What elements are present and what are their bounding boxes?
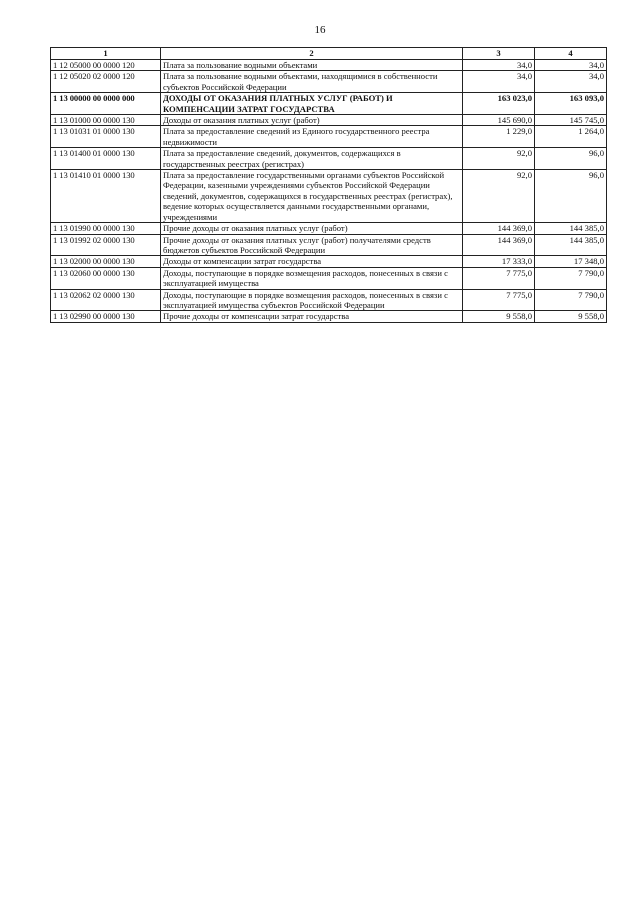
budget-code-cell: 1 13 01400 01 0000 130 <box>51 148 161 170</box>
budget-code-cell: 1 13 00000 00 0000 000 <box>51 93 161 115</box>
budget-code-cell: 1 12 05020 02 0000 120 <box>51 71 161 93</box>
value-2-cell: 144 385,0 <box>535 234 607 256</box>
table-row <box>51 71 607 93</box>
value-1-cell: 163 023,0 <box>463 93 535 115</box>
table-row <box>51 289 607 311</box>
table-row <box>51 234 607 256</box>
value-1-cell: 7 775,0 <box>463 267 535 289</box>
revenue-name-cell: Плата за пользование водными объектами, находящимися в собственности субъектов Российской Федерации <box>161 71 463 93</box>
revenue-name-cell: Плата за предоставление сведений, документов, содержащихся в государственных реестрах (регистрах) <box>161 148 463 170</box>
budget-code-cell: 1 13 02062 02 0000 130 <box>51 289 161 311</box>
revenue-name-cell: Плата за предоставление сведений из Единого государственного реестра недвижимости <box>161 126 463 148</box>
revenue-name-cell: Доходы от оказания платных услуг (работ) <box>161 115 463 126</box>
value-1-cell: 1 229,0 <box>463 126 535 148</box>
budget-code-cell: 1 13 01031 01 0000 130 <box>51 126 161 148</box>
table-row <box>51 267 607 289</box>
revenue-name-cell: ДОХОДЫ ОТ ОКАЗАНИЯ ПЛАТНЫХ УСЛУГ (РАБОТ) И КОМПЕНСАЦИИ ЗАТРАТ ГОСУДАРСТВА <box>161 93 463 115</box>
page-number: 16 <box>314 24 326 36</box>
value-1-cell: 9 558,0 <box>463 311 535 322</box>
revenue-name-cell: Плата за предоставление государственными органами субъектов Российской Федерации, казенными учреждениями субъектов Российской Федерации сведений, документов, содержащихся в государственных реестрах (регистрах), ведение которых осуществляется данными государственными органами, учреждениями <box>161 170 463 223</box>
value-2-cell: 96,0 <box>535 148 607 170</box>
value-2-cell: 17 348,0 <box>535 256 607 267</box>
budget-code-cell: 1 13 01410 01 0000 130 <box>51 170 161 223</box>
value-1-cell: 145 690,0 <box>463 115 535 126</box>
value-1-cell: 92,0 <box>463 148 535 170</box>
column-header-value-1: 3 <box>463 48 535 60</box>
budget-code-cell: 1 13 01990 00 0000 130 <box>51 223 161 234</box>
value-2-cell: 7 790,0 <box>535 267 607 289</box>
value-2-cell: 1 264,0 <box>535 126 607 148</box>
value-1-cell: 144 369,0 <box>463 234 535 256</box>
budget-code-cell: 1 13 02060 00 0000 130 <box>51 267 161 289</box>
value-1-cell: 34,0 <box>463 71 535 93</box>
revenue-name-cell: Доходы от компенсации затрат государства <box>161 256 463 267</box>
revenue-name-cell: Доходы, поступающие в порядке возмещения расходов, понесенных в связи с эксплуатацией имущества <box>161 267 463 289</box>
table-row <box>51 311 607 322</box>
value-2-cell: 163 093,0 <box>535 93 607 115</box>
value-2-cell: 9 558,0 <box>535 311 607 322</box>
column-header-value-2: 4 <box>535 48 607 60</box>
budget-code-cell: 1 13 01992 02 0000 130 <box>51 234 161 256</box>
table-row <box>51 170 607 223</box>
revenue-name-cell: Прочие доходы от компенсации затрат государства <box>161 311 463 322</box>
table-row <box>51 256 607 267</box>
revenue-name-cell: Прочие доходы от оказания платных услуг (работ) <box>161 223 463 234</box>
value-2-cell: 144 385,0 <box>535 223 607 234</box>
budget-code-cell: 1 13 02000 00 0000 130 <box>51 256 161 267</box>
revenue-name-cell: Прочие доходы от оказания платных услуг (работ) получателями средств бюджетов субъектов Российской Федерации <box>161 234 463 256</box>
value-1-cell: 144 369,0 <box>463 223 535 234</box>
budget-code-cell: 1 13 02990 00 0000 130 <box>51 311 161 322</box>
table-row <box>51 93 607 115</box>
revenue-table <box>50 47 607 323</box>
table-body <box>51 60 607 323</box>
value-2-cell: 96,0 <box>535 170 607 223</box>
table-row <box>51 115 607 126</box>
value-1-cell: 34,0 <box>463 60 535 71</box>
revenue-name-cell: Доходы, поступающие в порядке возмещения расходов, понесенных в связи с эксплуатацией имущества субъектов Российской Федерации <box>161 289 463 311</box>
budget-code-cell: 1 12 05000 00 0000 120 <box>51 60 161 71</box>
budget-code-cell: 1 13 01000 00 0000 130 <box>51 115 161 126</box>
column-header-name: 2 <box>161 48 463 60</box>
column-number-row <box>51 48 607 60</box>
value-2-cell: 145 745,0 <box>535 115 607 126</box>
column-header-code: 1 <box>51 48 161 60</box>
table-row <box>51 60 607 71</box>
table-row <box>51 126 607 148</box>
revenue-name-cell: Плата за пользование водными объектами <box>161 60 463 71</box>
table-row <box>51 148 607 170</box>
value-1-cell: 92,0 <box>463 170 535 223</box>
value-2-cell: 34,0 <box>535 60 607 71</box>
value-2-cell: 7 790,0 <box>535 289 607 311</box>
value-1-cell: 7 775,0 <box>463 289 535 311</box>
table-row <box>51 223 607 234</box>
value-2-cell: 34,0 <box>535 71 607 93</box>
value-1-cell: 17 333,0 <box>463 256 535 267</box>
